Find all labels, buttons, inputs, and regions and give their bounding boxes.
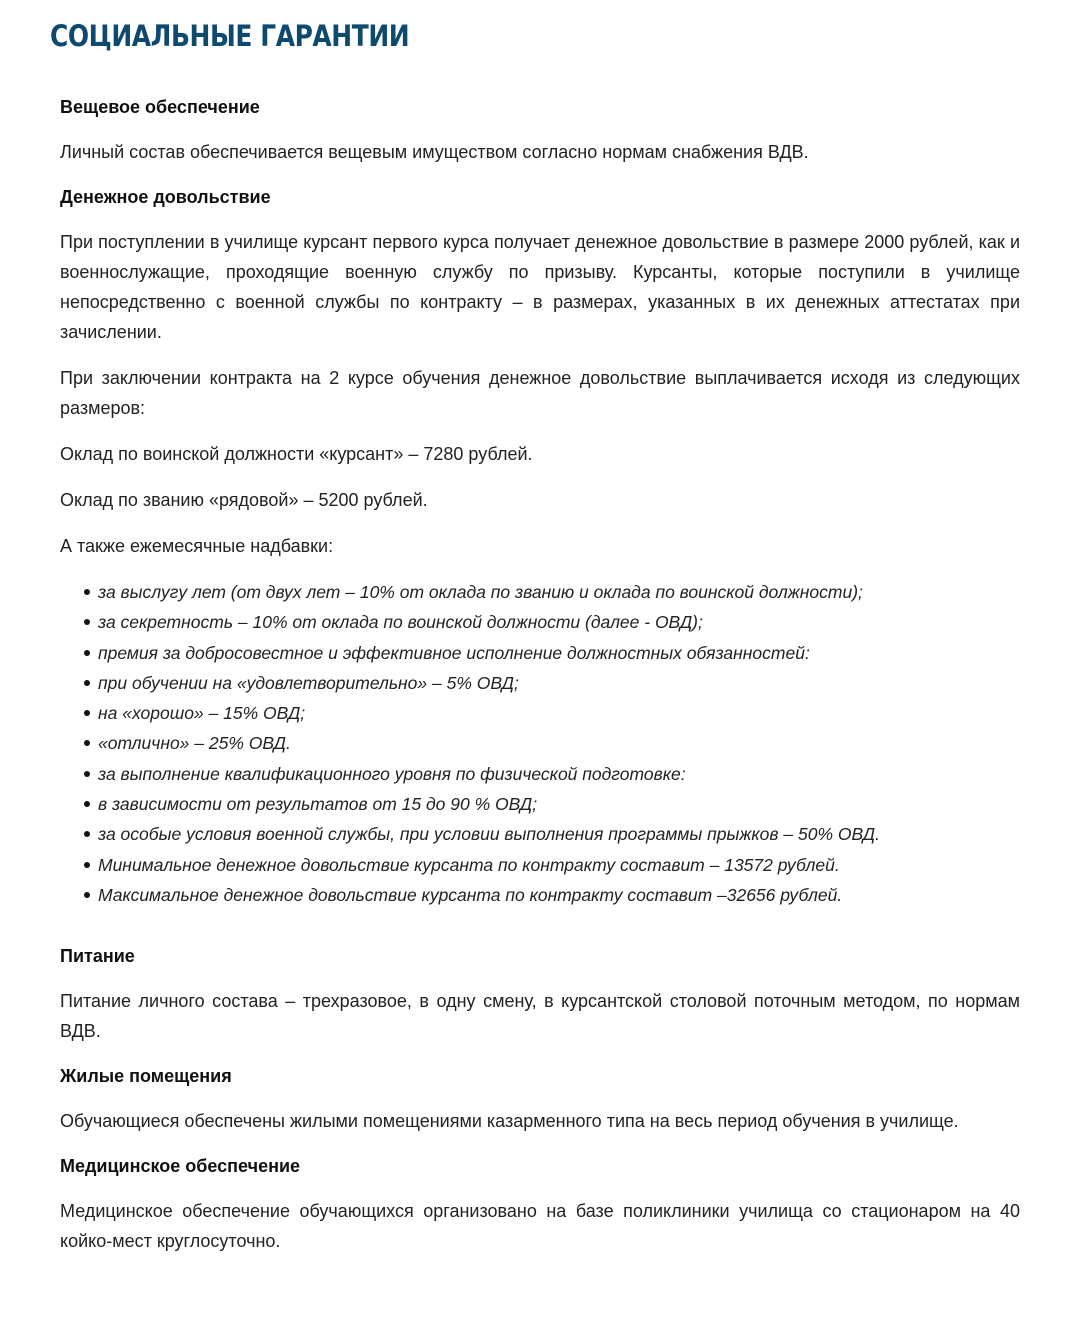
section-heading-medical: Медицинское обеспечение bbox=[60, 1156, 301, 1177]
section-heading-housing: Жилые помещения bbox=[60, 1066, 232, 1087]
list-item-text: за секретность – 10% от оклада по воинской должности (далее - ОВД); bbox=[98, 612, 703, 633]
list-item-text: за выполнение квалификационного уровня по физической подготовке: bbox=[98, 763, 686, 784]
medical-paragraph: Медицинское обеспечение обучающихся организовано на базе поликлиники училища со стационаром на 40 койко-мест круглосуточно. bbox=[60, 1201, 1020, 1252]
section-heading-food: Питание bbox=[60, 946, 135, 967]
bullet-dot-icon bbox=[84, 831, 90, 837]
list-item bbox=[60, 698, 1020, 728]
list-item-text: за особые условия военной службы, при условии выполнения программы прыжков – 50% ОВД. bbox=[98, 824, 880, 845]
bullet-dot-icon bbox=[84, 619, 90, 625]
section-heading-pay: Денежное довольствие bbox=[60, 187, 271, 207]
list-item bbox=[60, 880, 1020, 910]
clothing-paragraph: Личный состав обеспечивается вещевым имуществом согласно нормам снабжения ВДВ. bbox=[60, 142, 809, 162]
bullet-dot-icon bbox=[84, 740, 90, 746]
list-item bbox=[60, 607, 1020, 637]
list-item-text: на «хорошо» – 15% ОВД; bbox=[98, 703, 306, 724]
page-content bbox=[60, 91, 1020, 1256]
section-heading-clothing: Вещевое обеспечение bbox=[60, 97, 260, 117]
bullet-dot-icon bbox=[84, 680, 90, 686]
list-item-text: Максимальное денежное довольствие курсанта по контракту составит –32656 рублей. bbox=[98, 884, 843, 905]
list-item-text: в зависимости от результатов от 15 до 90 % ОВД; bbox=[98, 794, 538, 815]
list-item-text: при обучении на «удовлетворительно» – 5% ОВД; bbox=[98, 672, 519, 693]
bullet-dot-icon bbox=[84, 771, 90, 777]
list-item bbox=[60, 759, 1020, 789]
list-item-text: за выслугу лет (от двух лет – 10% от оклада по званию и оклада по воинской должности); bbox=[98, 582, 863, 602]
list-item bbox=[60, 577, 1020, 607]
pay-paragraph-allowances-intro: А также ежемесячные надбавки: bbox=[60, 536, 334, 556]
allowances-list bbox=[60, 577, 1020, 910]
list-item bbox=[60, 638, 1020, 668]
bullet-dot-icon bbox=[84, 650, 90, 656]
list-item bbox=[60, 668, 1020, 698]
pay-paragraph-enrollment: При поступлении в училище курсант первого курса получает денежное довольствие в размере 2000 рублей, как и военнослужащие, проходящие военную службу по призыву. Курсанты, которые поступили в училище непосредственно с военной службы по контракту – в размерах, указанных в их денежных аттестатах при зачислении. bbox=[60, 232, 1020, 342]
list-item bbox=[60, 819, 1020, 849]
bullet-dot-icon bbox=[84, 589, 90, 595]
list-item bbox=[60, 789, 1020, 819]
page-title: СОЦИАЛЬНЫЕ ГАРАНТИИ bbox=[50, 19, 410, 53]
bullet-dot-icon bbox=[84, 801, 90, 807]
list-item bbox=[60, 728, 1020, 758]
list-item-text: премия за добросовестное и эффективное исполнение должностных обязанностей: bbox=[98, 642, 810, 663]
list-item bbox=[60, 850, 1020, 880]
pay-paragraph-contract: При заключении контракта на 2 курсе обучения денежное довольствие выплачивается исходя из следующих размеров: bbox=[60, 368, 1020, 418]
list-item-text: «отлично» – 25% ОВД. bbox=[98, 733, 291, 754]
pay-paragraph-rank-salary: Оклад по званию «рядовой» – 5200 рублей. bbox=[60, 490, 428, 510]
food-paragraph: Питание личного состава – трехразовое, в одну смену, в курсантской столовой поточным методом, по нормам ВДВ. bbox=[60, 991, 1020, 1042]
bullet-dot-icon bbox=[84, 892, 90, 898]
bullet-dot-icon bbox=[84, 862, 90, 868]
list-item-text: Минимальное денежное довольствие курсанта по контракту составит – 13572 рублей. bbox=[98, 854, 840, 875]
housing-paragraph: Обучающиеся обеспечены жилыми помещениями казарменного типа на весь период обучения в училище. bbox=[60, 1111, 959, 1132]
bullet-dot-icon bbox=[84, 710, 90, 716]
pay-paragraph-position-salary: Оклад по воинской должности «курсант» – 7280 рублей. bbox=[60, 444, 533, 464]
